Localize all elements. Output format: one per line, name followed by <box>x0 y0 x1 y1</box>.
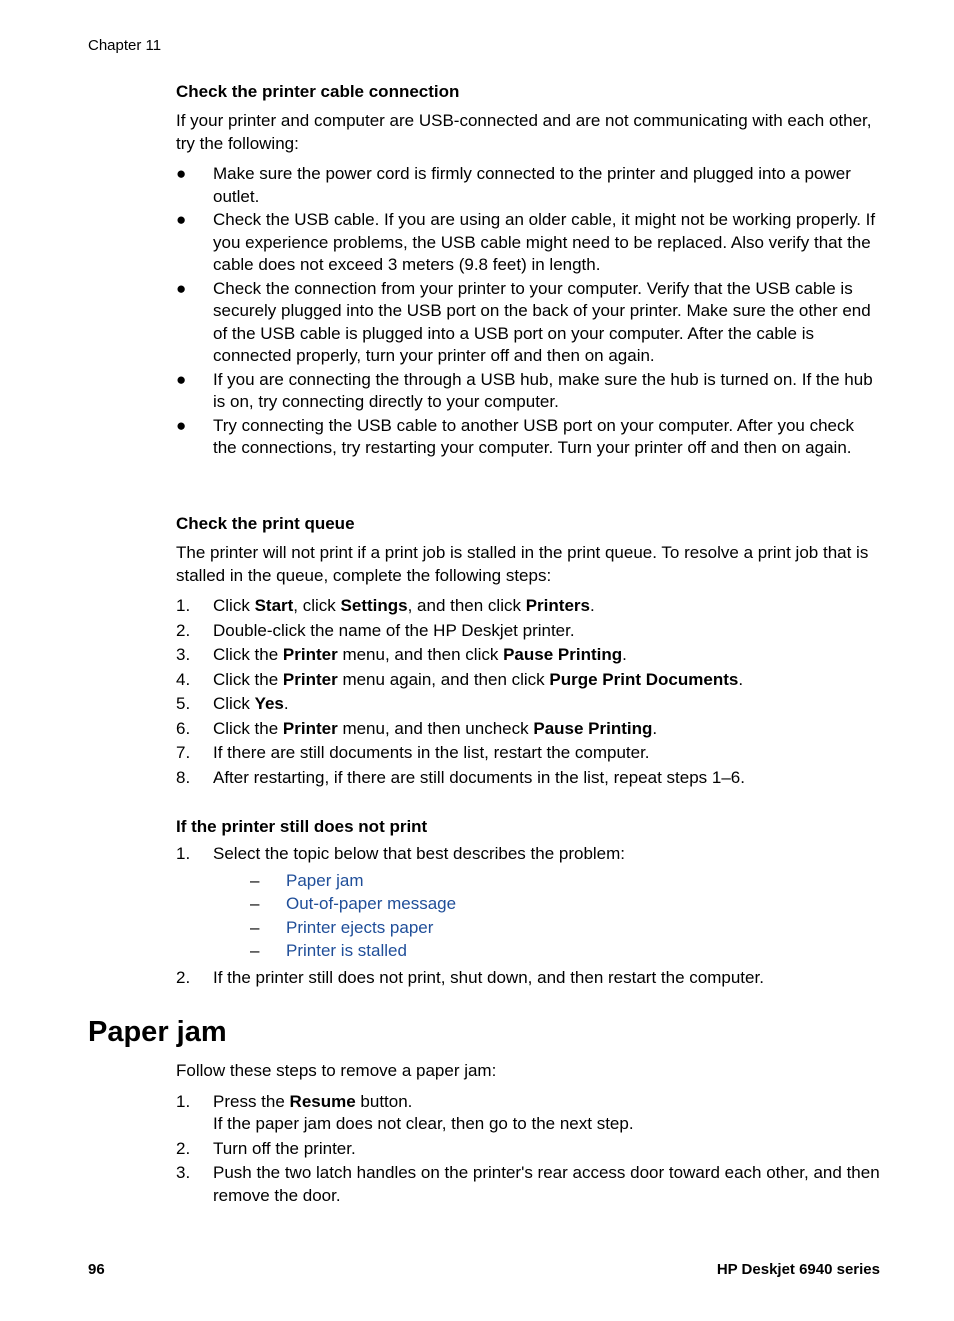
step-text <box>213 1163 880 1205</box>
topic-link[interactable]: Out-of-paper message <box>286 894 457 913</box>
text-run: menu again, and then click <box>337 669 550 689</box>
numbered-list <box>176 843 881 989</box>
section-intro: If your printer and computer are USB-connected and are not communicating with each other, try the following: <box>176 111 872 153</box>
ui-term: Printers <box>525 596 590 615</box>
section-paper-jam <box>176 1060 881 1209</box>
step-text <box>213 768 745 787</box>
bullet-text: If you are connecting the through a USB hub, make sure the hub is turned on. If the hub is on, try connecting directly to your computer. <box>213 369 873 411</box>
step-number: 1. <box>176 844 191 863</box>
list-item <box>176 1162 881 1207</box>
text-run: , click <box>293 596 341 615</box>
dash-marker: – <box>250 917 260 937</box>
text-run: . <box>283 694 289 713</box>
ui-term: Pause Printing <box>533 718 653 738</box>
ui-term: Printer <box>282 669 338 689</box>
text-run: Press the <box>213 1091 290 1111</box>
step-number: 8. <box>176 767 191 787</box>
text-run: Turn off the printer. <box>213 1138 356 1158</box>
list-item <box>213 893 881 916</box>
list-item <box>176 967 881 990</box>
step-text: If the printer still does not print, shut down, and then restart the computer. <box>213 967 764 987</box>
list-item <box>176 595 881 618</box>
topic-link[interactable]: Printer ejects paper <box>286 917 434 937</box>
bullet-list <box>176 163 881 460</box>
step-text <box>213 621 575 640</box>
list-item <box>176 1138 881 1161</box>
step-text <box>213 719 657 738</box>
step-number: 3. <box>176 1163 191 1182</box>
step-text <box>213 743 650 762</box>
list-item <box>213 917 881 940</box>
bullet-text: Check the connection from your printer to your computer. Verify that the USB cable is securely plugged into the USB port on the back of your printer. Make sure the other end of the USB cable is plugged into a USB port on your computer. After the cable is connected properly, turn your printer off and then on again. <box>213 278 871 365</box>
text-run: Click the <box>213 645 283 664</box>
text-run: . <box>738 669 744 689</box>
numbered-list <box>176 595 881 789</box>
list-item <box>176 415 881 460</box>
bullet-text: Try connecting the USB cable to another USB port on your computer. After you check the connections, try restarting your computer. Turn your printer off and then on again. <box>213 415 854 457</box>
topic-link[interactable]: Paper jam <box>286 870 364 890</box>
step-number: 3. <box>176 645 191 664</box>
list-item <box>176 693 881 716</box>
list-item <box>213 940 881 963</box>
section-cable-connection <box>176 82 881 461</box>
section-still-not-print <box>176 817 881 991</box>
page-title: Paper jam <box>88 1016 227 1048</box>
step-number: 2. <box>176 967 191 987</box>
step-text <box>213 1092 412 1111</box>
step-text <box>213 596 595 615</box>
ui-term: Settings <box>340 596 408 615</box>
ui-term: Start <box>254 596 294 615</box>
dash-marker: – <box>250 870 260 890</box>
bullet-marker: ● <box>176 369 187 389</box>
list-item <box>213 870 881 893</box>
text-run: menu, and then uncheck <box>337 718 534 738</box>
product-name: HP Deskjet 6940 series <box>716 1261 880 1278</box>
topic-link-list <box>213 870 881 963</box>
text-run: Push the two latch handles on the printer's rear access door toward each other, and then remove the door. <box>213 1163 880 1205</box>
step-number: 2. <box>176 620 191 640</box>
ui-term: Purge Print Documents <box>549 669 739 689</box>
step-note: If the paper jam does not clear, then go to the next step. <box>213 1114 634 1133</box>
text-run: . <box>622 645 627 664</box>
text-run: Click the <box>213 669 283 689</box>
text-run: button. <box>355 1091 413 1111</box>
list-item <box>176 669 881 692</box>
step-text <box>213 1139 356 1158</box>
step-number: 4. <box>176 669 191 689</box>
section-heading: Check the print queue <box>176 514 355 533</box>
step-text <box>213 670 743 689</box>
text-run: , and then click <box>407 596 526 615</box>
list-item <box>176 1091 881 1136</box>
text-run: Click the <box>213 718 283 738</box>
ui-term: Pause Printing <box>503 645 623 664</box>
text-run: Click <box>213 596 255 615</box>
ui-term: Printer <box>282 645 338 664</box>
bullet-marker: ● <box>176 164 187 183</box>
text-run: . <box>589 596 595 615</box>
step-number: 1. <box>176 1091 191 1111</box>
step-text: Select the topic below that best describes the problem: <box>213 844 626 863</box>
text-run: . <box>652 718 658 738</box>
section-heading: Check the printer cable connection <box>176 82 460 101</box>
dash-marker: – <box>250 941 260 960</box>
page-number: 96 <box>88 1261 105 1278</box>
step-number: 2. <box>176 1138 191 1158</box>
list-item <box>176 742 881 765</box>
list-item <box>176 369 881 414</box>
bullet-text: Check the USB cable. If you are using an older cable, it might not be working properly. If you experience problems, the USB cable might need to be replaced. Also verify that the cable does not exceed 3 meters (9.8 feet) in length. <box>213 210 876 274</box>
ui-term: Resume <box>289 1091 356 1111</box>
chapter-label: Chapter 11 <box>88 37 162 54</box>
numbered-list <box>176 1091 881 1208</box>
step-text <box>213 645 627 664</box>
section-intro: Follow these steps to remove a paper jam: <box>176 1061 497 1080</box>
step-number: 1. <box>176 596 191 615</box>
section-print-queue <box>176 514 881 791</box>
text-run: menu, and then click <box>337 645 504 664</box>
topic-link[interactable]: Printer is stalled <box>286 941 407 960</box>
bullet-marker: ● <box>176 415 187 435</box>
list-item <box>176 620 881 643</box>
bullet-text: Make sure the power cord is firmly connected to the printer and plugged into a power outlet. <box>213 164 851 206</box>
step-number: 7. <box>176 743 191 762</box>
list-item <box>176 718 881 741</box>
step-number: 6. <box>176 718 191 738</box>
step-number: 5. <box>176 694 191 713</box>
list-item <box>176 843 881 963</box>
text-run: If there are still documents in the list, restart the computer. <box>213 743 650 762</box>
list-item <box>176 278 881 368</box>
bullet-marker: ● <box>176 278 187 298</box>
ui-term: Yes <box>254 694 284 713</box>
list-item <box>176 163 881 208</box>
section-intro: The printer will not print if a print job is stalled in the print queue. To resolve a print job that is stalled in the queue, complete the following steps: <box>176 543 869 585</box>
ui-term: Printer <box>282 718 338 738</box>
list-item <box>176 767 881 790</box>
section-heading: If the printer still does not print <box>176 817 428 836</box>
dash-marker: – <box>250 894 260 913</box>
list-item <box>176 644 881 667</box>
text-run: Double-click the name of the HP Deskjet printer. <box>213 620 575 640</box>
text-run: Click <box>213 694 255 713</box>
list-item <box>176 209 881 277</box>
step-text <box>213 694 289 713</box>
text-run: After restarting, if there are still documents in the list, repeat steps 1–6. <box>213 767 745 787</box>
bullet-marker: ● <box>176 210 187 229</box>
